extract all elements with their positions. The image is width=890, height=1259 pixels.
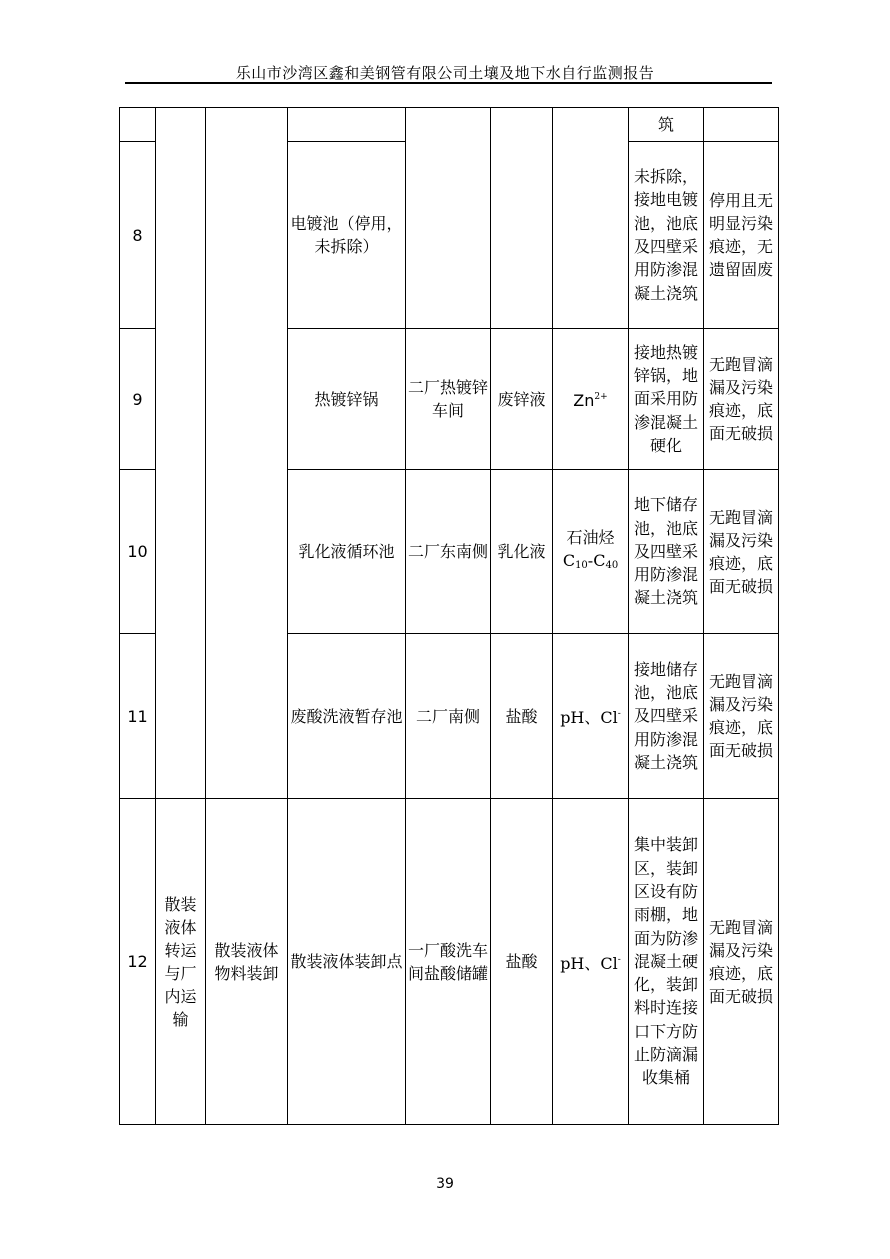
status-cell: 无跑冒滴漏及污染痕迹，底面无破损 (704, 799, 779, 1125)
table-row (120, 799, 779, 1125)
material-cell: 废锌液 (491, 329, 553, 470)
location-cell (406, 108, 491, 329)
header-divider (125, 82, 772, 84)
status-cell (704, 108, 779, 142)
pollutant-base: C (562, 551, 576, 570)
row-number-cell: 11 (120, 634, 156, 799)
location-cell: 二厂热镀锌车间 (406, 329, 491, 470)
report-header-title: 乐山市沙湾区鑫和美钢管有限公司土壤及地下水自行监测报告 (235, 64, 655, 82)
measure-cell: 筑 (629, 108, 704, 142)
pollutant-cell (553, 108, 629, 329)
pollutant-superscript: - (617, 709, 621, 719)
material-cell: 盐酸 (491, 799, 553, 1125)
row-number-cell: 10 (120, 470, 156, 634)
page-number: 39 (436, 1176, 454, 1192)
material-cell: 盐酸 (491, 634, 553, 799)
row-number-cell: 9 (120, 329, 156, 470)
measure-cell: 地下储存池，池底及四壁采用防渗混凝土浇筑 (629, 470, 704, 634)
facility-cell: 散装液体装卸点 (288, 799, 406, 1125)
measure-cell: 接地热镀锌锅，地面采用防渗混凝土硬化 (629, 329, 704, 470)
measure-cell: 集中装卸区，装卸区设有防雨棚，地面为防渗混凝土硬化，装卸料时连接口下方防止防滴漏收集桶 (629, 799, 704, 1125)
status-cell: 无跑冒滴漏及污染痕迹，底面无破损 (704, 470, 779, 634)
unit-cell: 散装液体物料装卸 (206, 799, 288, 1125)
row-number-cell: 12 (120, 799, 156, 1125)
measure-cell: 接地储存池，池底及四壁采用防渗混凝土浇筑 (629, 634, 704, 799)
pollutant-superscript: - (617, 954, 621, 965)
area-cell (156, 108, 206, 799)
area-cell: 散装液体转运与厂内运输 (156, 799, 206, 1125)
material-cell (491, 108, 553, 329)
row-number-cell (120, 108, 156, 142)
pollutant-line1: 石油烃 (566, 528, 615, 547)
pollutant-superscript: 2+ (594, 392, 608, 402)
status-cell: 无跑冒滴漏及污染痕迹，底面无破损 (704, 634, 779, 799)
material-cell: 乳化液 (491, 470, 553, 634)
facility-cell: 废酸洗液暂存池 (288, 634, 406, 799)
monitoring-table (119, 107, 779, 1125)
pollutant-subscript: 40 (605, 560, 619, 571)
pollutant-base: Zn (573, 391, 595, 410)
status-cell: 停用且无明显污染痕迹，无遗留固废 (704, 142, 779, 329)
location-cell: 二厂东南侧 (406, 470, 491, 634)
unit-cell (206, 108, 288, 799)
facility-cell: 乳化液循环池 (288, 470, 406, 634)
pollutant-cell (553, 634, 629, 799)
pollutant-subscript: 10 (575, 560, 588, 571)
pollutant-dash: -C (587, 551, 606, 570)
location-cell: 一厂酸洗车间盐酸储罐 (406, 799, 491, 1125)
pollutant-cell (553, 470, 629, 634)
facility-cell: 热镀锌锅 (288, 329, 406, 470)
facility-cell: 电镀池（停用，未拆除） (288, 142, 406, 329)
row-number-cell: 8 (120, 142, 156, 329)
pollutant-base: pH、Cl (560, 708, 618, 727)
facility-cell (288, 108, 406, 142)
pollutant-cell (553, 329, 629, 470)
status-cell: 无跑冒滴漏及污染痕迹，底面无破损 (704, 329, 779, 470)
table-row (120, 108, 779, 142)
measure-cell: 未拆除，接地电镀池，池底及四壁采用防渗混凝土浇筑 (629, 142, 704, 329)
pollutant-base: pH、Cl (560, 953, 618, 973)
pollutant-cell (553, 799, 629, 1125)
location-cell: 二厂南侧 (406, 634, 491, 799)
